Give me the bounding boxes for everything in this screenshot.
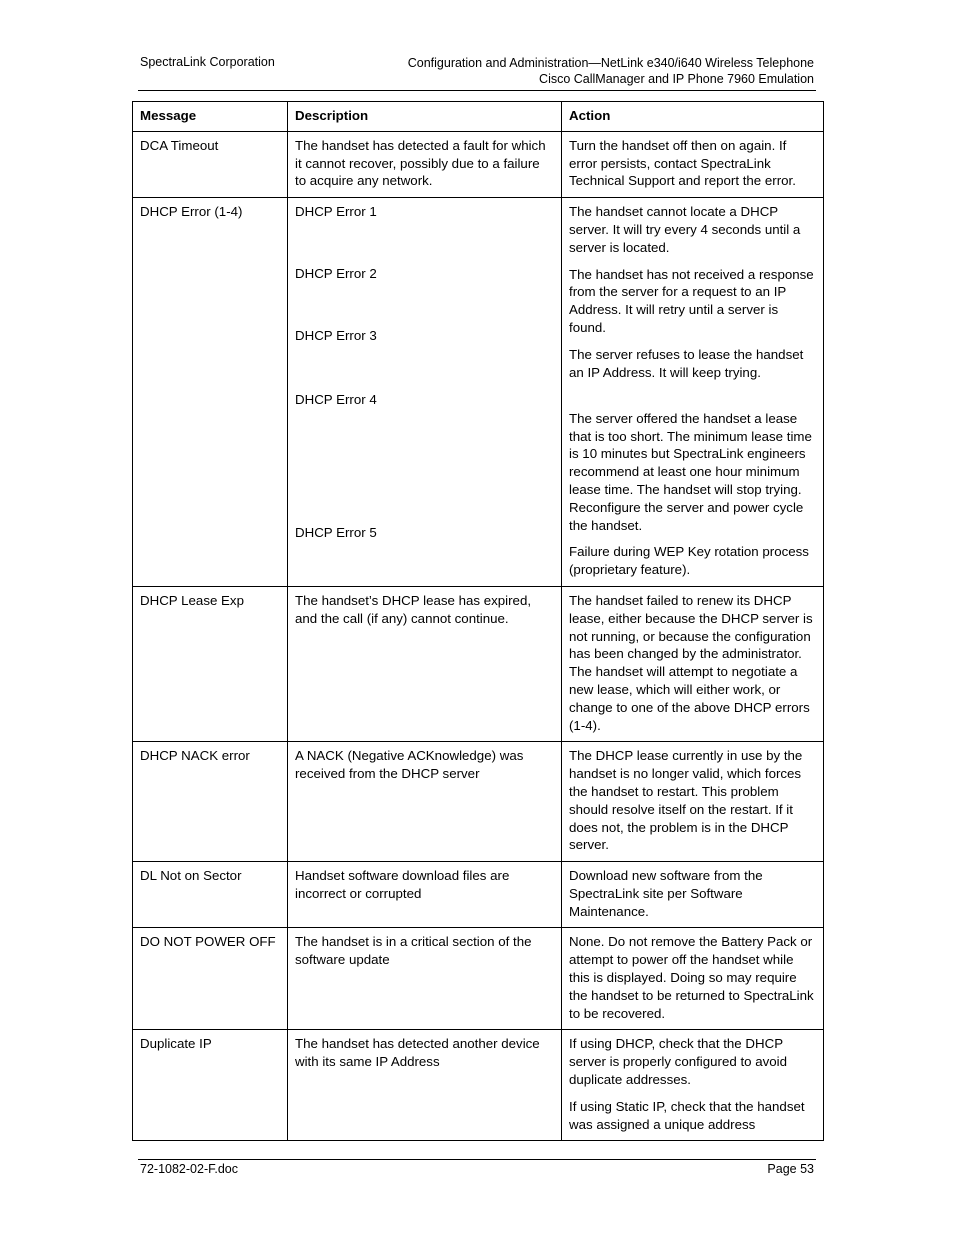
- message-cell: Duplicate IP: [133, 1030, 288, 1141]
- message-table: [132, 101, 824, 1141]
- footer-page-number: Page 53: [767, 1162, 814, 1176]
- description-cell: The handset’s DHCP lease has expired, and the call (if any) cannot continue.: [288, 586, 562, 741]
- table-row: [133, 1030, 824, 1141]
- action-cell: [562, 198, 824, 587]
- description-cell: [288, 198, 562, 587]
- table-row: [133, 862, 824, 928]
- header-company: SpectraLink Corporation: [140, 55, 275, 69]
- table-row: [133, 928, 824, 1030]
- sub-description: DHCP Error 5: [295, 525, 377, 541]
- header-title: [408, 55, 814, 87]
- column-header-action: Action: [562, 102, 824, 132]
- sub-action: The server refuses to lease the handset an IP Address. It will keep trying.: [569, 346, 804, 380]
- description-cell: The handset has detected a fault for which it cannot recover, possibly due to a failure to acquire any network.: [288, 131, 562, 197]
- table-row: [133, 586, 824, 741]
- action-cell: Turn the handset off then on again. If error persists, contact SpectraLink Technical Support and report the error.: [562, 131, 824, 197]
- sub-action: The handset has not received a response from the server for a request to an IP Address. It will retry until a server is found.: [569, 266, 814, 335]
- sub-action: The server offered the handset a lease that is too short. The minimum lease time is 10 minutes but SpectraLink engineers recommend at least one hour minimum lease time. The handset will stop trying. Reconfigure the server and power cycle the handset.: [569, 410, 812, 533]
- header-title-line2: Cisco CallManager and IP Phone 7960 Emulation: [539, 72, 814, 86]
- column-header-description: Description: [288, 102, 562, 132]
- action-cell: None. Do not remove the Battery Pack or attempt to power off the handset while this is displayed. Doing so may require the handset to be returned to SpectraLink to be recovered.: [562, 928, 824, 1030]
- sub-action: The handset cannot locate a DHCP server. It will try every 4 seconds until a server is located.: [569, 204, 801, 255]
- sub-action: Failure during WEP Key rotation process (proprietary feature).: [569, 544, 809, 578]
- table-header-row: [133, 102, 824, 132]
- message-cell: DO NOT POWER OFF: [133, 928, 288, 1030]
- column-header-message: Message: [133, 102, 288, 132]
- table-row: [133, 742, 824, 862]
- footer-rule: [138, 1159, 816, 1160]
- description-cell: The handset is in a critical section of the software update: [288, 928, 562, 1030]
- message-cell: DL Not on Sector: [133, 862, 288, 928]
- action-cell: [562, 1030, 824, 1141]
- description-cell: A NACK (Negative ACKnowledge) was received from the DHCP server: [288, 742, 562, 862]
- action-cell: Download new software from the SpectraLink site per Software Maintenance.: [562, 862, 824, 928]
- sub-description: DHCP Error 2: [295, 266, 377, 282]
- table-row: [133, 198, 824, 587]
- message-cell: DCA Timeout: [133, 131, 288, 197]
- action-cell: The handset failed to renew its DHCP lease, either because the DHCP server is not running, or because the configuration has been changed by the administrator. The handset will attempt to negotiate a new lease, which will either work, or change to one of the above DHCP errors (1-4).: [562, 586, 824, 741]
- description-cell: The handset has detected another device with its same IP Address: [288, 1030, 562, 1141]
- message-cell: DHCP Error (1-4): [133, 198, 288, 587]
- table-row: [133, 131, 824, 197]
- sub-description: DHCP Error 3: [295, 328, 377, 344]
- description-cell: Handset software download files are incorrect or corrupted: [288, 862, 562, 928]
- action-cell: The DHCP lease currently in use by the handset is no longer valid, which forces the handset to restart. This problem should resolve itself on the restart. If it does not, the problem is in the DHCP server.: [562, 742, 824, 862]
- header-rule: [138, 90, 816, 91]
- sub-action: If using DHCP, check that the DHCP server is properly configured to avoid duplicate addresses.: [569, 1036, 788, 1088]
- message-cell: DHCP NACK error: [133, 742, 288, 862]
- header-title-line1: Configuration and Administration—NetLink e340/i640 Wireless Telephone: [407, 56, 814, 70]
- footer-doc-id: 72-1082-02-F.doc: [140, 1162, 238, 1176]
- message-cell: DHCP Lease Exp: [133, 586, 288, 741]
- sub-action: If using Static IP, check that the handset was assigned a unique address: [569, 1098, 805, 1132]
- sub-description: DHCP Error 4: [295, 392, 377, 408]
- sub-description: DHCP Error 1: [295, 204, 377, 220]
